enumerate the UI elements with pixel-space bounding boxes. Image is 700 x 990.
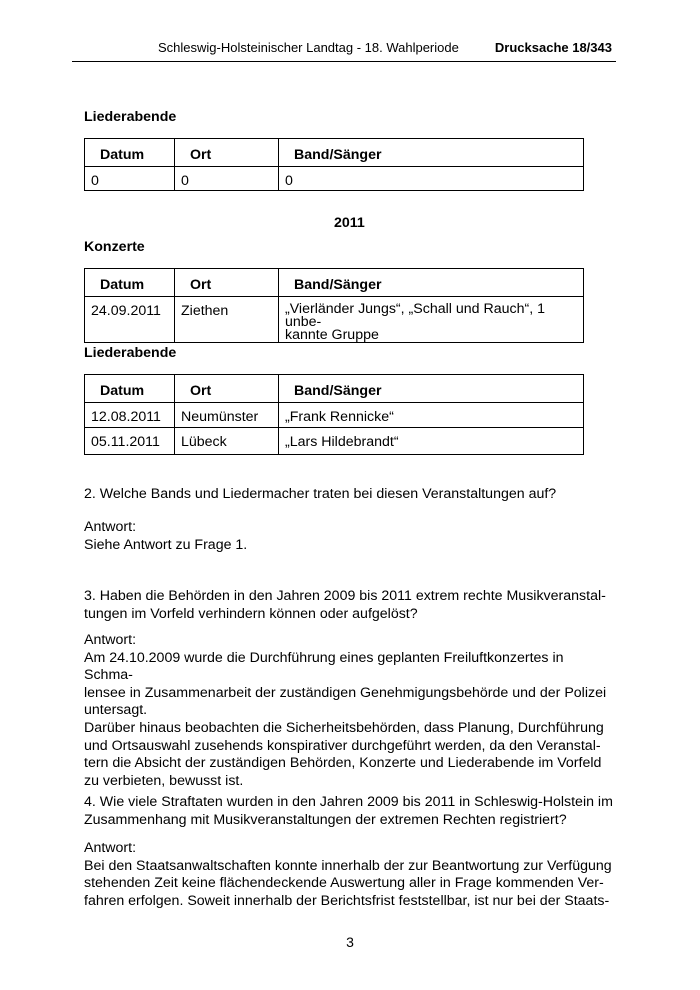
answer-text: Siehe Antwort zu Frage 1. (84, 536, 248, 553)
answer-line: untersagt. (84, 702, 148, 719)
column-header-ort: Ort (175, 375, 279, 403)
section-heading-konzerte: Konzerte (84, 239, 145, 255)
cell-datum: 12.08.2011 (85, 403, 175, 428)
question-2: 2. Welche Bands und Liedermacher traten bei diesen Veranstaltungen auf? (84, 486, 557, 502)
answer-line: fahren erfolgen. Soweit innerhalb der Berichtsfrist feststellbar, ist nur bei der Staats- (84, 892, 610, 909)
answer-2 (84, 519, 616, 554)
column-header-datum: Datum (85, 375, 175, 403)
table-row (85, 428, 584, 455)
table-header-row (85, 269, 584, 297)
cell-datum: 0 (85, 167, 175, 191)
answer-line: Am 24.10.2009 wurde die Durchführung eines geplanten Freiluftkonzertes in Schma- (84, 649, 564, 684)
question-line: 4. Wie viele Straftaten wurden in den Jahren 2009 bis 2011 in Schleswig-Holstein im (84, 794, 613, 810)
document-reference: Drucksache 18/343 (494, 40, 612, 55)
answer-line: tern die Absicht der zuständigen Behörden, Konzerte und Liederabende im Vorfeld (84, 755, 602, 772)
konzerte-table (84, 268, 584, 343)
question-3 (84, 588, 616, 623)
answer-line: und Ortsauswahl zusehends konspirativer durchgeführt werden, da den Veranstal- (84, 737, 601, 754)
answer-line: Darüber hinaus beobachten die Sicherheitsbehörden, dass Planung, Durchführung (84, 719, 604, 736)
cell-band-line-1: „Vierländer Jungs“, „Schall und Rauch“, 1 unbe- (285, 301, 545, 330)
cell-datum: 24.09.2011 (85, 297, 175, 343)
question-line: tungen im Vorfeld verhindern können oder aufgelöst? (84, 605, 418, 622)
column-header-datum: Datum (85, 269, 175, 297)
question-line: Zusammenhang mit Musikveranstaltungen der extremen Rechten registriert? (84, 811, 567, 828)
section-heading-liederabende-2010: Liederabende (84, 109, 177, 125)
table-row (85, 403, 584, 428)
page-number: 3 (346, 934, 354, 950)
section-heading-liederabende-2011: Liederabende (84, 345, 177, 361)
question-4 (84, 794, 616, 829)
header-rule (72, 61, 616, 62)
column-header-band: Band/Sänger (279, 375, 584, 403)
answer-line: lensee in Zusammenarbeit der zuständigen Genehmigungsbehörde und der Polizei (84, 684, 607, 701)
cell-ort: Lübeck (175, 428, 279, 455)
cell-band: „Lars Hildebrandt“ (279, 428, 584, 455)
table-row (85, 297, 584, 343)
answer-line: Bei den Staatsanwaltschaften konnte innerhalb der zur Beantwortung zur Verfügung (84, 857, 612, 874)
answer-line: zu verbieten, bewusst ist. (84, 772, 244, 789)
answer-label: Antwort: (84, 519, 137, 535)
year-heading: 2011 (334, 215, 365, 231)
cell-band-line-2: kannte Gruppe (285, 327, 379, 343)
column-header-band: Band/Sänger (279, 269, 584, 297)
cell-datum: 05.11.2011 (85, 428, 175, 455)
answer-4 (84, 840, 616, 910)
cell-band: 0 (279, 167, 584, 191)
column-header-ort: Ort (175, 269, 279, 297)
liederabende-table-1 (84, 138, 584, 191)
column-header-ort: Ort (175, 139, 279, 167)
liederabende-table-2 (84, 374, 584, 455)
answer-line: stehenden Zeit keine flächendeckende Auswertung aller in Frage kommenden Ver- (84, 875, 604, 892)
question-line: 3. Haben die Behörden in den Jahren 2009 bis 2011 extrem rechte Musikveranstal- (84, 588, 606, 604)
table-row (85, 167, 584, 191)
cell-ort: 0 (175, 167, 279, 191)
header-title: Schleswig-Holsteinischer Landtag - 18. Wahlperiode (158, 40, 459, 55)
column-header-band: Band/Sänger (279, 139, 584, 167)
page-header (70, 40, 616, 60)
cell-ort: Ziethen (175, 297, 279, 343)
cell-band (279, 297, 584, 343)
cell-ort: Neumünster (175, 403, 279, 428)
answer-label: Antwort: (84, 840, 137, 856)
answer-3 (84, 632, 616, 790)
answer-label: Antwort: (84, 632, 137, 648)
cell-band: „Frank Rennicke“ (279, 403, 584, 428)
column-header-datum: Datum (85, 139, 175, 167)
table-header-row (85, 375, 584, 403)
table-header-row (85, 139, 584, 167)
